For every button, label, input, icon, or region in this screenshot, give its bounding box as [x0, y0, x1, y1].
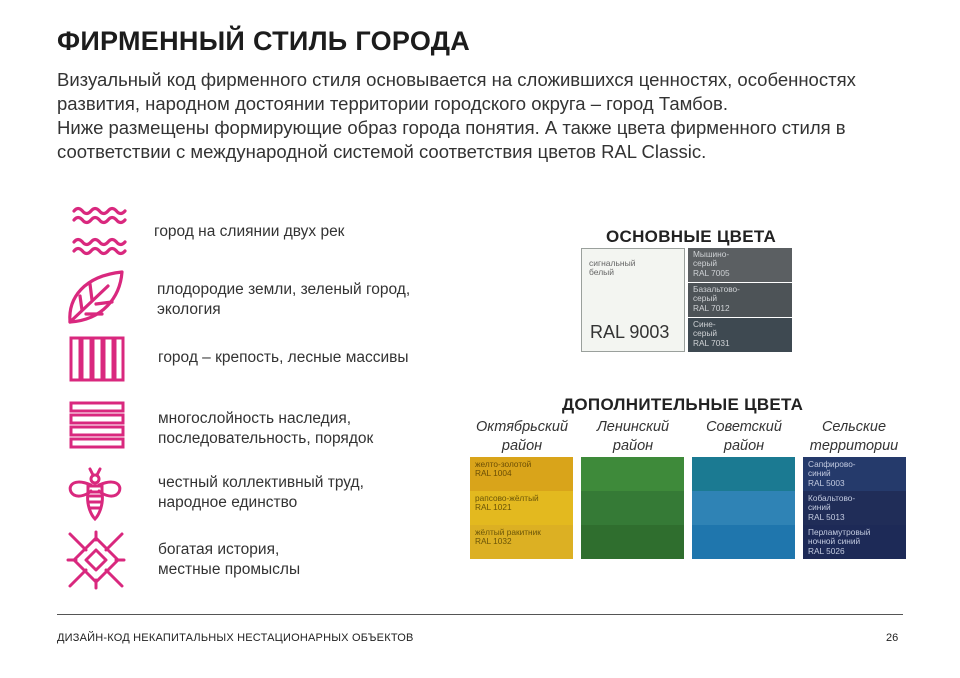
swatch-line: серый [693, 293, 717, 304]
symbol-label-leaf [157, 280, 410, 320]
swatch-line: рапсово-жёлтый [475, 493, 539, 503]
color-swatch-blue-2 [692, 491, 795, 525]
symbol-label-line: экология [157, 301, 221, 318]
fortress-pillars-icon [69, 336, 125, 382]
symbol-label-line: народное единство [158, 494, 298, 511]
symbol-label-line: город – крепость, лесные массивы [158, 349, 409, 366]
intro-paragraph-1: Визуальный код фирменного стиля основывается на сложившихся ценностях, особенностях развития, народном достоянии территории городского округа – город Тамбов. [57, 69, 856, 114]
additional-colors-heading: ДОПОЛНИТЕЛЬНЫЕ ЦВЕТА [562, 395, 804, 414]
symbol-label-line: плодородие земли, зеленый город, [157, 281, 411, 298]
swatch-line: Мышино- [693, 249, 730, 259]
color-swatch-blue-3 [692, 525, 795, 559]
page-title: ФИРМЕННЫЙ СТИЛЬ ГОРОДА [57, 26, 471, 56]
swatch-line: Базальтово- [693, 284, 740, 294]
color-swatch-ral-5026 [803, 525, 906, 559]
swatch-name [589, 259, 669, 277]
layers-icon [69, 401, 125, 453]
swatch-line: RAL 5026 [808, 545, 845, 556]
symbol-label-rivers [154, 222, 344, 242]
color-swatch-ral-1021 [470, 491, 573, 525]
color-swatch-green-2 [581, 491, 684, 525]
swatch-line: RAL 1021 [475, 502, 512, 513]
symbol-label-line: честный коллективный труд, [158, 474, 364, 491]
color-swatch-blue-1 [692, 457, 795, 491]
district-header-oktyabrsky [470, 418, 574, 456]
district-line: Сельские [821, 419, 887, 435]
ornament-cross-icon [66, 530, 126, 590]
swatch-line: RAL 5003 [808, 477, 845, 488]
swatch-line: синий [808, 468, 831, 479]
district-header-sovetsky [692, 418, 796, 456]
swatch-line: Кобальтово- [808, 493, 856, 503]
color-swatch-signal-white [581, 248, 685, 352]
district-header-leninsky [581, 418, 685, 456]
symbol-label-line: последовательность, порядок [158, 430, 374, 447]
swatch-line: RAL 7031 [693, 337, 730, 348]
symbol-label-line: город на слиянии двух рек [154, 223, 345, 240]
color-swatch-green-3 [581, 525, 684, 559]
swatch-line: RAL 5013 [808, 511, 845, 522]
intro-text [57, 68, 917, 164]
swatch-code: RAL 9003 [590, 322, 670, 342]
district-line: район [501, 438, 543, 454]
main-colors-heading: ОСНОВНЫЕ ЦВЕТА [606, 227, 777, 246]
symbol-label-line: богатая история, [158, 541, 280, 558]
color-swatch-ral-7005 [688, 248, 792, 282]
leaf-icon [66, 268, 126, 326]
symbol-label-bee [158, 473, 364, 513]
symbol-label-fortress [158, 348, 409, 368]
page-number: 26 [886, 632, 899, 644]
footer-divider [57, 614, 903, 615]
district-line: район [612, 438, 654, 454]
swatch-line: сигнальный [589, 258, 636, 268]
swatch-line: серый [693, 328, 717, 339]
swatch-line: жёлтый ракитник [475, 527, 541, 537]
color-swatch-ral-1032 [470, 525, 573, 559]
swatch-line: RAL 1004 [475, 468, 512, 479]
swatch-line: желто-золотой [475, 459, 532, 469]
swatch-line: Сине- [693, 319, 716, 329]
district-line: Октябрьский [475, 419, 569, 435]
swatch-line: Перламутровый [808, 527, 871, 537]
footer-title: ДИЗАЙН-КОД НЕКАПИТАЛЬНЫХ НЕСТАЦИОНАРНЫХ ОБЪЕКТОВ [57, 632, 414, 644]
main-colors-block [581, 248, 793, 352]
district-line: Ленинский [596, 419, 670, 435]
color-swatch-ral-7031 [688, 318, 792, 352]
symbol-label-line: местные промыслы [158, 561, 301, 578]
swatch-line: RAL 7012 [693, 302, 730, 313]
intro-paragraph-2: Ниже размещены формирующие образ города понятия. А также цвета фирменного стиля в соответствии с международной системой соответствия цветов RAL Classic. [57, 117, 846, 162]
color-swatch-ral-5013 [803, 491, 906, 525]
symbol-label-ornament [158, 540, 300, 580]
symbol-label-layers [158, 409, 373, 449]
color-swatch-green-1 [581, 457, 684, 491]
district-line: Советский [706, 419, 782, 435]
swatch-line: белый [589, 267, 615, 277]
district-line: район [723, 438, 765, 454]
color-swatch-ral-5003 [803, 457, 906, 491]
swatch-line: серый [693, 258, 717, 269]
swatch-line: Сапфирово- [808, 459, 856, 469]
color-swatch-ral-7012 [688, 283, 792, 317]
district-header-rural [802, 418, 906, 456]
symbol-label-line: многослойность наследия, [158, 410, 352, 427]
color-swatch-ral-1004 [470, 457, 573, 491]
swatch-line: RAL 7005 [693, 267, 730, 278]
swatch-line: синий [808, 502, 831, 513]
swatch-line: ночной синий [808, 536, 861, 547]
bee-icon [64, 464, 126, 522]
waves-icon [71, 205, 129, 257]
swatch-line: RAL 1032 [475, 536, 512, 547]
district-line: территории [809, 438, 899, 454]
